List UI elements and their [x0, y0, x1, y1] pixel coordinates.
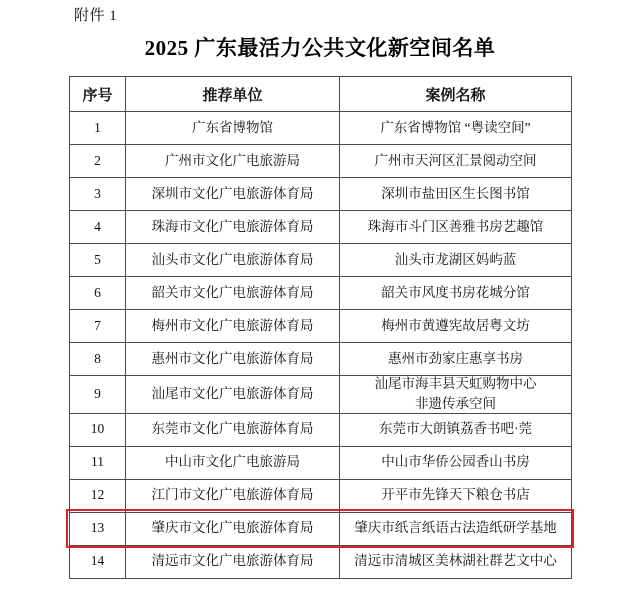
cell-unit: 东莞市文化广电旅游体育局	[126, 413, 340, 446]
list-table-wrapper	[69, 76, 571, 579]
cell-unit: 清远市文化广电旅游体育局	[126, 545, 340, 578]
table-row	[70, 145, 572, 178]
cell-case: 惠州市劲家庄惠享书房	[340, 343, 572, 376]
table-row	[70, 211, 572, 244]
cell-case: 广东省博物馆 “粤读空间”	[340, 112, 572, 145]
table-row	[70, 413, 572, 446]
cell-case: 广州市天河区汇景阅动空间	[340, 145, 572, 178]
cell-index: 9	[70, 376, 126, 414]
column-header-index: 序号	[70, 77, 126, 112]
cell-index: 12	[70, 479, 126, 512]
cell-case: 深圳市盐田区生长图书馆	[340, 178, 572, 211]
cell-case-line2: 非遗传承空间	[415, 395, 496, 411]
list-table	[69, 76, 572, 579]
cell-unit: 梅州市文化广电旅游体育局	[126, 310, 340, 343]
table-row	[70, 545, 572, 578]
cell-index: 3	[70, 178, 126, 211]
cell-unit: 广州市文化广电旅游局	[126, 145, 340, 178]
page-title: 2025 广东最活力公共文化新空间名单	[144, 36, 496, 60]
cell-unit: 中山市文化广电旅游局	[126, 446, 340, 479]
cell-case-line1: 汕尾市海丰县天虹购物中心	[374, 376, 537, 391]
cell-case: 韶关市风度书房花城分馆	[340, 277, 572, 310]
table-row	[70, 446, 572, 479]
cell-index: 11	[70, 446, 126, 479]
table-row-highlighted	[70, 512, 572, 545]
cell-index: 14	[70, 545, 126, 578]
cell-index: 10	[70, 413, 126, 446]
cell-index: 6	[70, 277, 126, 310]
cell-unit: 韶关市文化广电旅游体育局	[126, 277, 340, 310]
cell-case: 开平市先锋天下粮仓书店	[340, 479, 572, 512]
table-row	[70, 244, 572, 277]
cell-case	[340, 376, 572, 414]
cell-index: 1	[70, 112, 126, 145]
table-row	[70, 376, 572, 414]
table-row	[70, 343, 572, 376]
cell-unit: 惠州市文化广电旅游体育局	[126, 343, 340, 376]
cell-case: 清远市清城区美林湖社群艺文中心	[340, 545, 572, 578]
table-row	[70, 479, 572, 512]
cell-case: 东莞市大朗镇荔香书吧·莞	[340, 413, 572, 446]
cell-index: 4	[70, 211, 126, 244]
cell-unit: 江门市文化广电旅游体育局	[126, 479, 340, 512]
table-row	[70, 178, 572, 211]
column-header-unit: 推荐单位	[126, 77, 340, 112]
table-row	[70, 310, 572, 343]
cell-index: 13	[70, 512, 126, 545]
cell-case: 梅州市黄遵宪故居粤文坊	[340, 310, 572, 343]
cell-index: 5	[70, 244, 126, 277]
cell-index: 2	[70, 145, 126, 178]
cell-unit: 肇庆市文化广电旅游体育局	[126, 512, 340, 545]
cell-case: 肇庆市纸言纸语古法造纸研学基地	[340, 512, 572, 545]
attachment-label: 附件 1	[74, 8, 118, 24]
cell-index: 8	[70, 343, 126, 376]
cell-case: 珠海市斗门区善雅书房艺趣馆	[340, 211, 572, 244]
table-header-row	[70, 77, 572, 112]
table-row	[70, 112, 572, 145]
cell-case: 中山市华侨公园香山书房	[340, 446, 572, 479]
cell-unit: 珠海市文化广电旅游体育局	[126, 211, 340, 244]
cell-index: 7	[70, 310, 126, 343]
cell-unit: 汕头市文化广电旅游体育局	[126, 244, 340, 277]
cell-unit: 广东省博物馆	[126, 112, 340, 145]
column-header-case: 案例名称	[340, 77, 572, 112]
cell-unit: 汕尾市文化广电旅游体育局	[126, 376, 340, 414]
cell-unit: 深圳市文化广电旅游体育局	[126, 178, 340, 211]
cell-case: 汕头市龙湖区妈屿蓝	[340, 244, 572, 277]
table-row	[70, 277, 572, 310]
